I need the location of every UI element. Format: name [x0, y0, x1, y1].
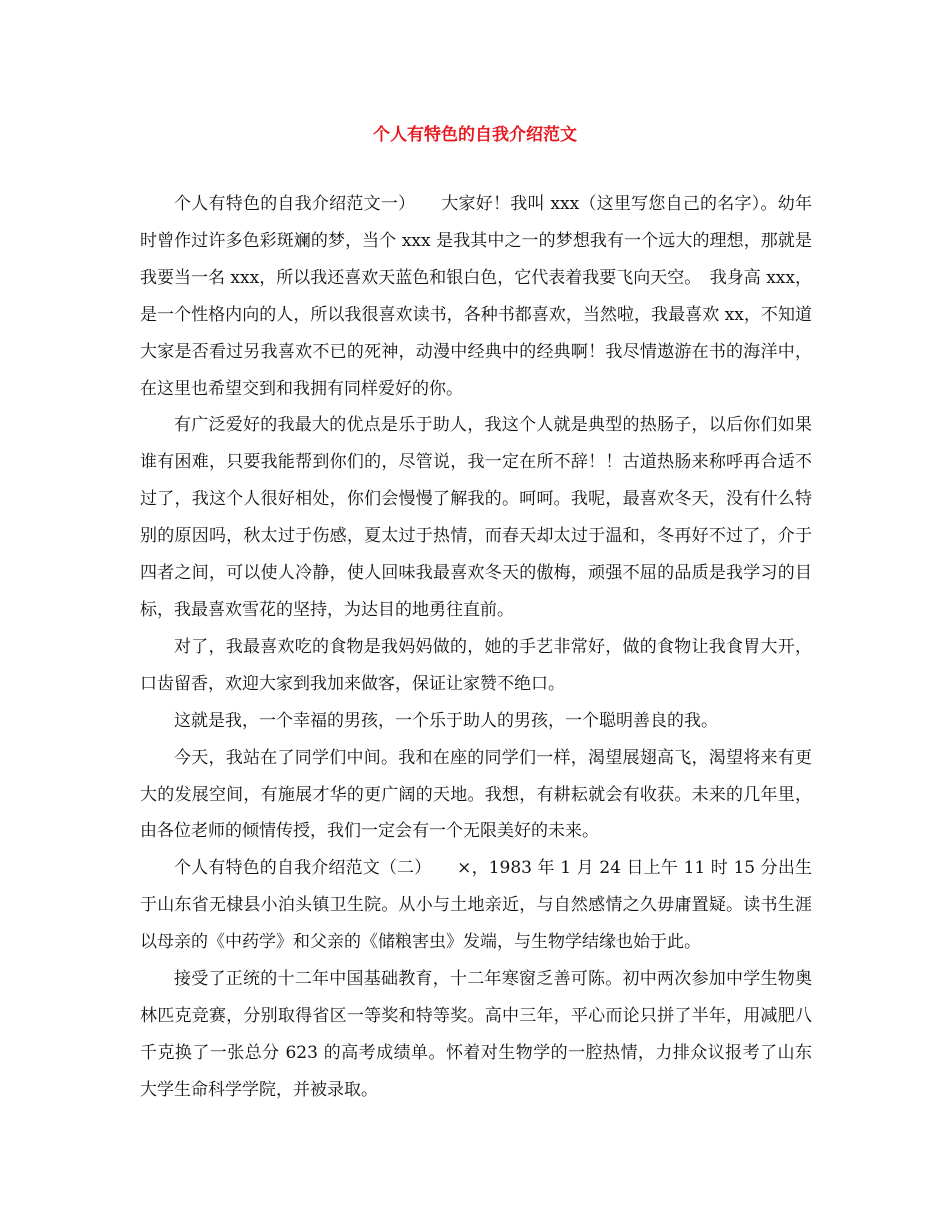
document-body: [140, 186, 812, 1109]
paragraph: 对了，我最喜欢吃的食物是我妈妈做的，她的手艺非常好，做的食物让我食胃大开，口齿留香，欢迎大家到我加来做客，保证让家赞不绝口。: [140, 636, 812, 694]
paragraph: 个人有特色的自我介绍范文一） 大家好！我叫 xxx（这里写您自己的名字）。幼年时曾作过许多色彩斑斓的梦，当个 xxx 是我其中之一的梦想我有一个远大的理想，那就是我要当一名 xxx，所以我还喜欢天蓝色和银白色，它代表着我要飞向天空。 我身高 xxx，是一个性格内向的人，所以我很喜欢读书，各种书都喜欢，当然啦，我最喜欢 xx，不知道大家是否看过另我喜欢不已的死神，动漫中经典中的经典啊！我尽情遨游在书的海洋中，在这里也希望交到和我拥有同样爱好的你。: [140, 194, 812, 399]
paragraph: 接受了正统的十二年中国基础教育，十二年寒窗乏善可陈。初中两次参加中学生物奥林匹克竞赛，分别取得省区一等奖和特等奖。高中三年，平心而论只拼了半年，用减肥八千克换了一张总分 623 的高考成绩单。怀着对生物学的一腔热情，力排众议报考了山东大学生命科学学院，并被录取。: [140, 969, 812, 1100]
paragraph: 今天，我站在了同学们中间。我和在座的同学们一样，渴望展翅高飞，渴望将来有更大的发展空间，有施展才华的更广阔的天地。我想，有耕耘就会有收获。未来的几年里，由各位老师的倾情传授，我们一定会有一个无限美好的未来。: [140, 747, 812, 842]
paragraph: 个人有特色的自我介绍范文（二） ×，1983 年 1 月 24 日上午 11 时 15 分出生于山东省无棣县小泊头镇卫生院。从小与土地亲近，与自然感情之久毋庸置疑。读书生涯以母亲的《中药学》和父亲的《储粮害虫》发端，与生物学结缘也始于此。: [140, 858, 812, 953]
paragraph: 这就是我，一个幸福的男孩，一个乐于助人的男孩，一个聪明善良的我。: [174, 710, 718, 731]
paragraph: 有广泛爱好的我最大的优点是乐于助人，我这个人就是典型的热肠子，以后你们如果谁有困难，只要我能帮到你们的，尽管说，我一定在所不辞！！古道热肠来称呼再合适不过了，我这个人很好相处，你们会慢慢了解我的。呵呵。我呢，最喜欢冬天，没有什么特别的原因吗，秋太过于伤感，夏太过于热情，而春天却太过于温和，冬再好不过了，介于四者之间，可以使人冷静，使人回味我最喜欢冬天的傲梅，顽强不屈的品质是我学习的目标，我最喜欢雪花的坚持，为达目的地勇往直前。: [140, 415, 812, 620]
document-title: 个人有特色的自我介绍范文: [373, 125, 577, 145]
